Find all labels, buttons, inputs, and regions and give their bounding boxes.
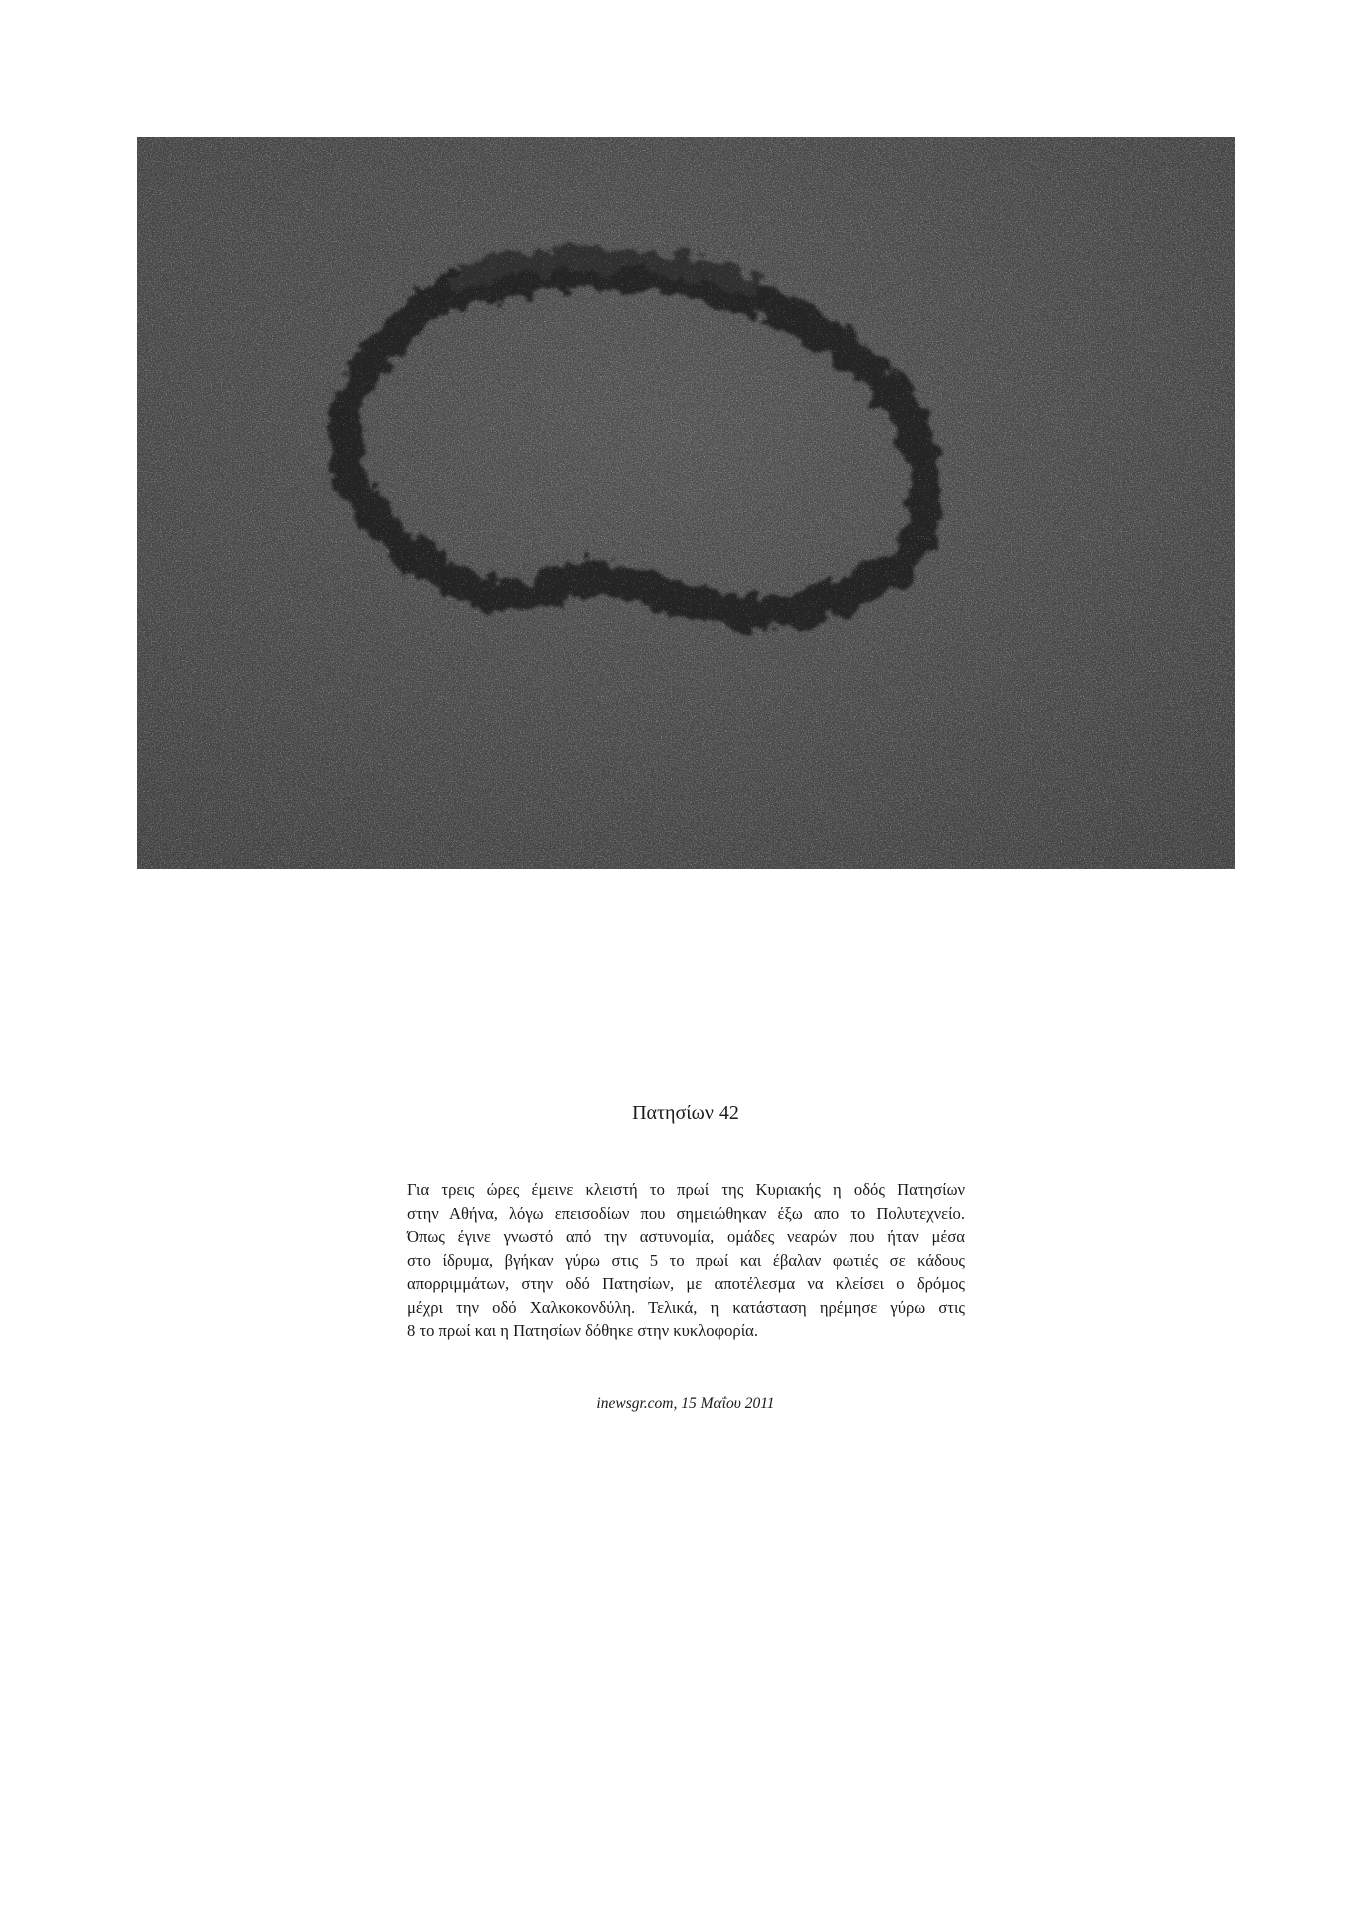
asphalt-photo	[137, 137, 1235, 869]
caption-line: στην Αθήνα, λόγω επεισοδίων που σημειώθηκαν έξω απο το Πολυτεχνείο.	[407, 1203, 965, 1223]
caption-title: Πατησίων 42	[632, 1102, 739, 1124]
caption-line: Για τρεις ώρες έμεινε κλειστή το πρωί της Κυριακής η οδός Πατησίων	[407, 1180, 965, 1199]
asphalt-burn-mark-image	[137, 137, 1235, 869]
caption-line: μέχρι την οδό Χαλκοκονδύλη. Τελικά, η κατάσταση ηρέμησε γύρω στις	[407, 1297, 965, 1317]
caption-line: απορριμμάτων, στην οδό Πατησίων, με αποτέλεσμα να κλείσει ο δρόμος	[407, 1274, 965, 1293]
caption-line: 8 το πρωί και η Πατησίων δόθηκε στην κυκλοφορία.	[407, 1321, 759, 1340]
caption-line: Όπως έγινε γνωστό από την αστυνομία, ομάδες νεαρών που ήταν μέσα	[407, 1227, 965, 1246]
caption-body	[407, 1178, 965, 1343]
caption-line: στο ίδρυμα, βγήκαν γύρω στις 5 το πρωί και έβαλαν φωτιές σε κάδους	[407, 1250, 965, 1270]
caption-source: inewsgr.com, 15 Μαΐου 2011	[596, 1395, 775, 1412]
asphalt-highlights	[137, 137, 1235, 869]
